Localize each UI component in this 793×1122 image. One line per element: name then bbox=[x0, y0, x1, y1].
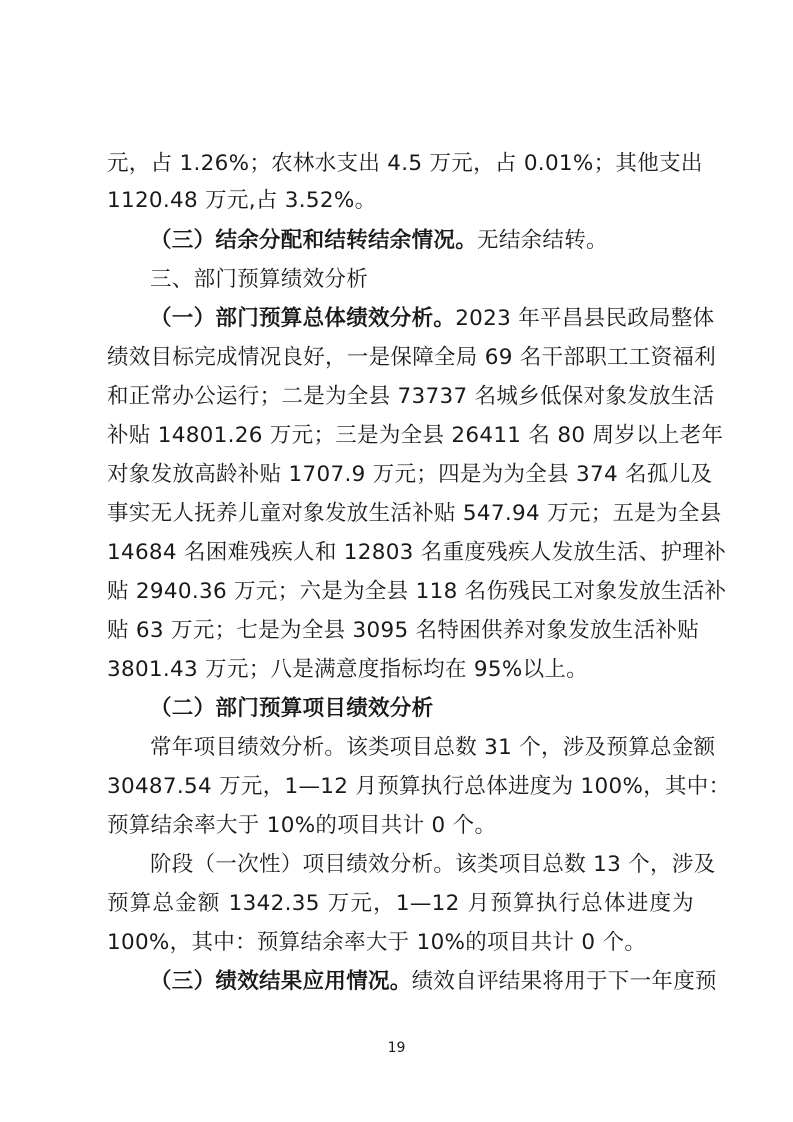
text-run: 14684 名困难残疾人和 12803 名重度残疾人发放生活、护理补 bbox=[107, 540, 726, 565]
text-line bbox=[107, 811, 496, 841]
text-line bbox=[107, 772, 731, 802]
heading-text: （二）部门预算项目绩效分析 bbox=[150, 696, 434, 721]
text-line bbox=[107, 343, 717, 373]
text-run: 阶段（一次性）项目绩效分析。该类项目总数 13 个，涉及 bbox=[150, 852, 716, 877]
text-run: 1120.48 万元,占 3.52%。 bbox=[107, 188, 377, 213]
text-line bbox=[150, 850, 716, 880]
text-line bbox=[107, 889, 694, 919]
text-line bbox=[150, 226, 608, 256]
text-line bbox=[107, 421, 724, 451]
heading-text: （一）部门预算总体绩效分析。 bbox=[150, 306, 456, 331]
text-run: 常年项目绩效分析。该类项目总数 31 个，涉及预算总金额 bbox=[150, 735, 716, 760]
text-line bbox=[107, 928, 646, 958]
text-run: 3801.43 万元；八是满意度指标均在 95%以上。 bbox=[107, 657, 588, 682]
text-run: 事实无人抚养儿童对象发放生活补贴 547.94 万元；五是为全县 bbox=[107, 501, 722, 526]
text-run: 2023 年平昌县民政局整体 bbox=[455, 306, 715, 331]
text-line bbox=[107, 460, 713, 490]
text-run: 和正常办公运行；二是为全县 73737 名城乡低保对象发放生活 bbox=[107, 384, 715, 409]
text-run: 贴 2940.36 万元；六是为全县 118 名伤残民工对象发放生活补 bbox=[107, 579, 727, 604]
text-line bbox=[150, 694, 433, 724]
text-line bbox=[107, 538, 726, 568]
heading-text: （三）结余分配和结转结余情况。 bbox=[150, 228, 478, 253]
text-line bbox=[150, 265, 368, 295]
text-line bbox=[107, 149, 703, 179]
text-line bbox=[107, 499, 722, 529]
text-run: 绩效自评结果将用于下一年度预 bbox=[411, 969, 717, 994]
text-line bbox=[107, 655, 588, 685]
text-run: 补贴 14801.26 万元；三是为全县 26411 名 80 周岁以上老年 bbox=[107, 423, 724, 448]
page-number: 19 bbox=[387, 1040, 406, 1056]
text-line bbox=[107, 186, 376, 216]
text-run: 无结余结转。 bbox=[477, 228, 608, 253]
text-line bbox=[150, 733, 716, 763]
text-run: 30487.54 万元，1—12 月预算执行总体进度为 100%，其中： bbox=[107, 774, 731, 799]
text-run: 贴 63 万元；七是为全县 3095 名特困供养对象发放生活补贴 bbox=[107, 618, 700, 643]
text-line bbox=[107, 577, 727, 607]
text-run: 预算结余率大于 10%的项目共计 0 个。 bbox=[107, 813, 497, 838]
text-line bbox=[107, 616, 700, 646]
text-line bbox=[150, 967, 717, 997]
text-run: 元，占 1.26%；农林水支出 4.5 万元，占 0.01%；其他支出 bbox=[107, 151, 703, 176]
text-run: 三、部门预算绩效分析 bbox=[150, 267, 369, 292]
text-run: 100%，其中：预算结余率大于 10%的项目共计 0 个。 bbox=[107, 930, 647, 955]
text-run: 对象发放高龄补贴 1707.9 万元；四是为为全县 374 名孤儿及 bbox=[107, 462, 713, 487]
text-line bbox=[150, 304, 715, 334]
text-run: 绩效目标完成情况良好，一是保障全局 69 名干部职工工资福利 bbox=[107, 345, 717, 370]
heading-text: （三）绩效结果应用情况。 bbox=[150, 969, 412, 994]
text-run: 预算总金额 1342.35 万元，1—12 月预算执行总体进度为 bbox=[107, 891, 694, 916]
text-line bbox=[107, 382, 715, 412]
